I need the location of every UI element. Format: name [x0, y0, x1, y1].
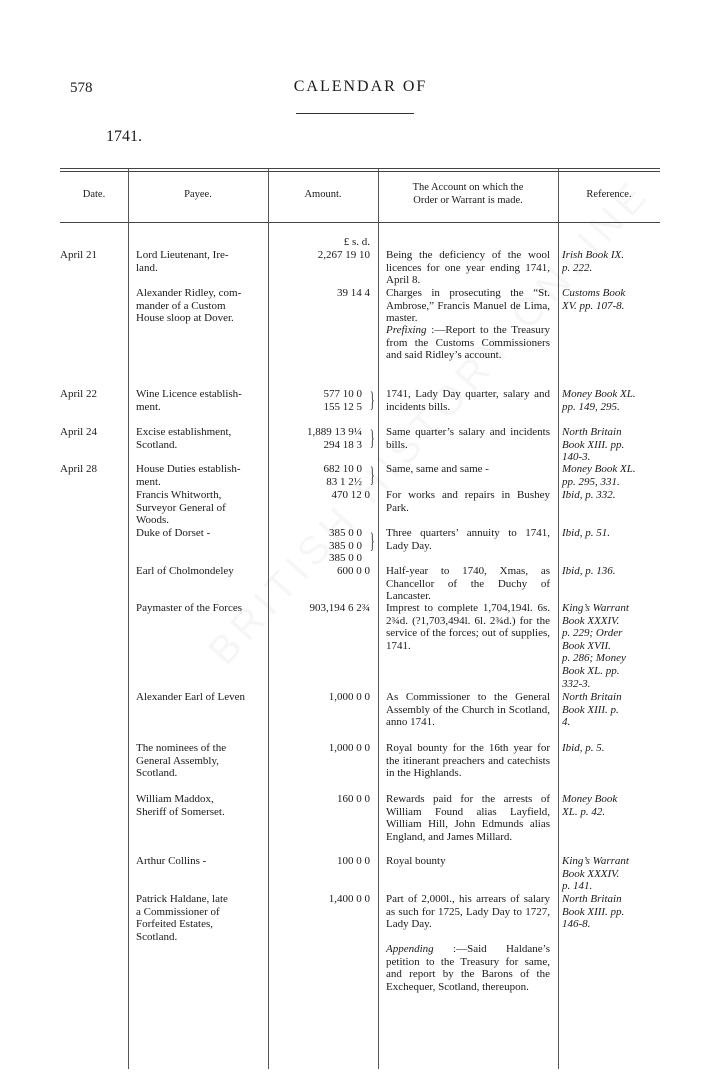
brace: }	[369, 425, 375, 450]
row-amount: 100 0 0	[337, 855, 370, 867]
brace: }	[369, 387, 375, 412]
column-header-account: The Account on which the Order or Warrant is made.	[412, 182, 524, 206]
row-payee: The nominees of the General Assembly, Scotland.	[136, 742, 227, 780]
row-payee: Earl of Cholmondeley	[136, 565, 234, 577]
row-reference: Customs Book XV. pp. 107-8.	[562, 287, 626, 312]
row-account-note	[386, 943, 550, 993]
row-date: April 24	[60, 426, 97, 438]
row-amount: 1,000 0 0	[328, 742, 370, 754]
row-reference: North Britain Book XIII. pp. 146-8.	[562, 893, 625, 931]
row-reference: Ibid, p. 332.	[562, 489, 616, 501]
row-reference: Ibid, p. 136.	[562, 565, 616, 577]
page-number: 578	[70, 80, 93, 96]
row-reference: Ibid, p. 51.	[562, 527, 610, 539]
row-reference: Money Book XL. pp. 149, 295.	[562, 388, 636, 413]
brace: }	[369, 528, 375, 553]
note-label: Appending	[386, 943, 434, 955]
row-amount: 39 14 4	[337, 287, 370, 299]
column-divider	[128, 169, 129, 1069]
row-reference: King’s Warrant Book XXXIV. p. 141.	[562, 855, 629, 893]
row-reference: Irish Book IX. p. 222.	[562, 249, 625, 274]
column-header-reference: Reference.	[586, 189, 632, 200]
row-payee: Alexander Earl of Leven	[136, 691, 246, 703]
note-text: :—Report to the Treasury from the Customs Commissioners and said Ridley’s account.	[386, 324, 551, 362]
row-account-note	[386, 324, 550, 362]
row-date: April 28	[60, 463, 97, 475]
row-account: Same, same and same -	[386, 463, 489, 475]
column-header-payee: Payee.	[184, 189, 212, 200]
table-top-rule	[60, 168, 660, 169]
row-payee: William Maddox, Sheriff of Somerset.	[136, 793, 225, 818]
brace: }	[369, 462, 375, 487]
running-head: CALENDAR OF	[293, 78, 428, 95]
row-amount: 600 0 0	[337, 565, 370, 577]
row-amount: 160 0 0	[337, 793, 370, 805]
row-account: Royal bounty	[386, 855, 446, 867]
row-amount: 1,000 0 0	[328, 691, 370, 703]
row-reference: North Britain Book XIII. p. 4.	[562, 691, 622, 729]
row-account: For works and repairs in Bushey Park.	[386, 489, 550, 514]
row-payee: Wine Licence establish- ment.	[136, 388, 242, 413]
column-divider	[268, 169, 269, 1069]
row-payee: Alexander Ridley, com- mander of a Custom House sloop at Dover.	[136, 287, 242, 325]
row-date: April 22	[60, 388, 97, 400]
row-amount: 903,194 6 2¾	[309, 602, 370, 614]
row-account: Charges in prosecuting the “St. Ambrose,” Francis Manuel de Lima, master.	[386, 287, 550, 325]
row-account: Rewards paid for the arrests of William Found alias Layfield, William Hill, John Edmunds alias England, and James Millard.	[386, 793, 550, 843]
row-amount: 1,400 0 0	[328, 893, 370, 905]
row-date: April 21	[60, 249, 97, 261]
row-amount: 385 0 0 385 0 0 385 0 0	[329, 527, 362, 565]
row-reference: Money Book XL. p. 42.	[562, 793, 618, 818]
row-amount: 470 12 0	[331, 489, 370, 501]
header-rule	[296, 113, 414, 114]
row-payee: Patrick Haldane, late a Commissioner of Forfeited Estates, Scotland.	[136, 893, 228, 943]
row-payee: Lord Lieutenant, Ire- land.	[136, 249, 229, 274]
row-account: Three quarters’ annuity to 1741, Lady Day.	[386, 527, 550, 552]
row-account: Royal bounty for the 16th year for the itinerant preachers and catechists in the Highlands.	[386, 742, 550, 780]
row-payee: Francis Whitworth, Surveyor General of Woods.	[136, 489, 226, 527]
row-account: Same quarter’s salary and incidents bills.	[386, 426, 550, 451]
row-payee: Paymaster of the Forces	[136, 602, 242, 614]
row-account: Part of 2,000l., his arrears of salary as such for 1725, Lady Day to 1727, Lady Day.	[386, 893, 550, 931]
column-divider	[378, 169, 379, 1069]
note-label: Prefixing	[386, 324, 427, 336]
year-heading: 1741.	[106, 128, 142, 145]
row-amount: 1,889 13 9¼ 294 18 3	[307, 426, 362, 451]
row-amount: 577 10 0 155 12 5	[323, 388, 362, 413]
note-text: :—Said Haldane’s petition to the Treasury for same, and report by the Barons of the Exchequer, Scotland, thereupon.	[386, 943, 550, 993]
row-account: Being the deficiency of the wool licences for one year ending 1741, April 8.	[386, 249, 550, 287]
column-header-date: Date.	[82, 189, 106, 200]
row-account: As Commissioner to the General Assembly of the Church in Scotland, anno 1741.	[386, 691, 550, 729]
row-account: Imprest to complete 1,704,194l. 6s. 2¾d. (?1,703,494l. 6l. 2¾d.) for the service of the forces; out of supplies, 1741.	[386, 602, 550, 652]
table-top-rule-double	[60, 171, 660, 172]
row-amount: 682 10 0 83 1 2½	[323, 463, 362, 488]
row-amount: 2,267 19 10	[317, 249, 370, 261]
row-reference: Money Book XL. pp. 295, 331.	[562, 463, 636, 488]
column-header-amount: Amount.	[304, 189, 342, 200]
row-payee: Duke of Dorset -	[136, 527, 211, 539]
row-account: Half-year to 1740, Xmas, as Chancellor of the Duchy of Lancaster.	[386, 565, 550, 603]
table-header-rule	[60, 222, 660, 223]
currency-header: £ s. d.	[343, 236, 370, 248]
column-divider	[558, 169, 559, 1069]
row-payee: House Duties establish- ment.	[136, 463, 241, 488]
row-reference: Ibid, p. 5.	[562, 742, 605, 754]
row-payee: Excise establishment, Scotland.	[136, 426, 232, 451]
row-payee: Arthur Collins -	[136, 855, 207, 867]
row-reference: King’s Warrant Book XXXIV. p. 229; Order Book XVII. p. 286; Money Book XL. pp. 332-3.	[562, 602, 629, 690]
row-account: 1741, Lady Day quarter, salary and incidents bills.	[386, 388, 550, 413]
row-reference: North Britain Book XIII. pp. 140-3.	[562, 426, 625, 464]
